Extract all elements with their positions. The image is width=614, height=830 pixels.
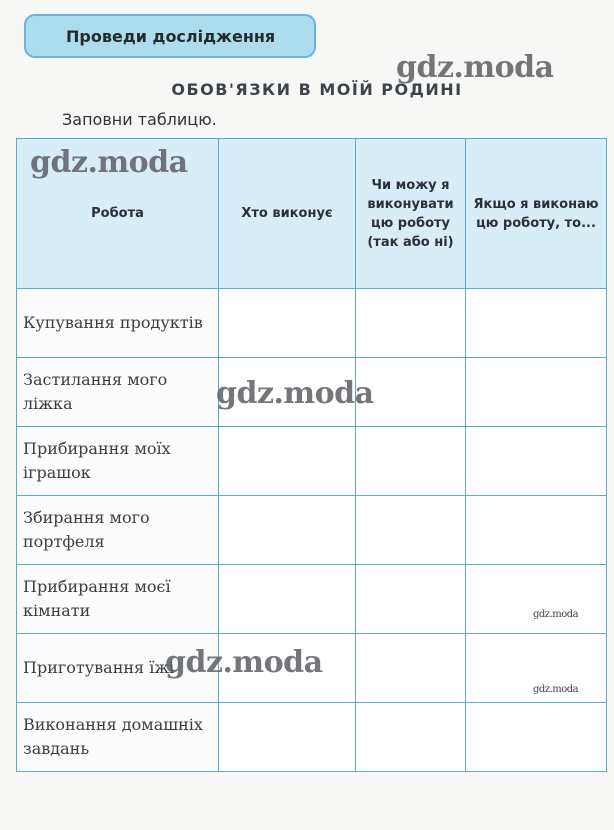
who-does-cell[interactable] bbox=[219, 289, 356, 358]
watermark: gdz.moda bbox=[533, 609, 579, 620]
can-i-do-cell[interactable] bbox=[356, 565, 466, 634]
watermark: gdz.moda bbox=[30, 145, 188, 180]
who-does-cell[interactable] bbox=[219, 565, 356, 634]
task-label: Проведи дослідження bbox=[66, 26, 276, 46]
watermark: gdz.moda bbox=[216, 376, 374, 411]
header-can-i-do: Чи можу я виконувати цю роботу (так або ні) bbox=[356, 139, 466, 289]
if-i-do-cell[interactable] bbox=[466, 496, 607, 565]
chore-name: Збирання мого портфеля bbox=[17, 496, 219, 565]
can-i-do-cell[interactable] bbox=[356, 496, 466, 565]
chore-name: Купування продуктів bbox=[17, 289, 219, 358]
table-row bbox=[17, 289, 607, 358]
table-row bbox=[17, 496, 607, 565]
can-i-do-cell[interactable] bbox=[356, 703, 466, 772]
if-i-do-cell[interactable] bbox=[466, 565, 607, 634]
if-i-do-cell[interactable] bbox=[466, 289, 607, 358]
table-row bbox=[17, 427, 607, 496]
if-i-do-cell[interactable] bbox=[466, 427, 607, 496]
who-does-cell[interactable] bbox=[219, 496, 356, 565]
chore-name: Прибирання моїх іграшок bbox=[17, 427, 219, 496]
chore-name: Виконання домашніх завдань bbox=[17, 703, 219, 772]
instruction-text: Заповни таблицю. bbox=[62, 110, 217, 129]
watermark: gdz.moda bbox=[533, 684, 579, 695]
who-does-cell[interactable] bbox=[219, 427, 356, 496]
watermark: gdz.moda bbox=[165, 645, 323, 680]
watermark: gdz.moda bbox=[396, 50, 554, 85]
header-chore: Робота bbox=[17, 139, 219, 289]
if-i-do-cell[interactable] bbox=[466, 703, 607, 772]
can-i-do-cell[interactable] bbox=[356, 289, 466, 358]
who-does-cell[interactable] bbox=[219, 703, 356, 772]
if-i-do-cell[interactable] bbox=[466, 358, 607, 427]
table-row bbox=[17, 703, 607, 772]
chore-name: Прибирання моєї кімнати bbox=[17, 565, 219, 634]
header-if-i-do: Якщо я виконаю цю роботу, то... bbox=[466, 139, 607, 289]
can-i-do-cell[interactable] bbox=[356, 427, 466, 496]
table-row bbox=[17, 565, 607, 634]
chore-name: Застилання мого ліжка bbox=[17, 358, 219, 427]
task-banner bbox=[24, 14, 316, 58]
chore-name: Приготування їжі bbox=[17, 634, 219, 703]
header-who-does: Хто виконує bbox=[219, 139, 356, 289]
can-i-do-cell[interactable] bbox=[356, 634, 466, 703]
page-title: ОБОВ'ЯЗКИ В МОЇЙ РОДИНІ bbox=[171, 80, 463, 99]
